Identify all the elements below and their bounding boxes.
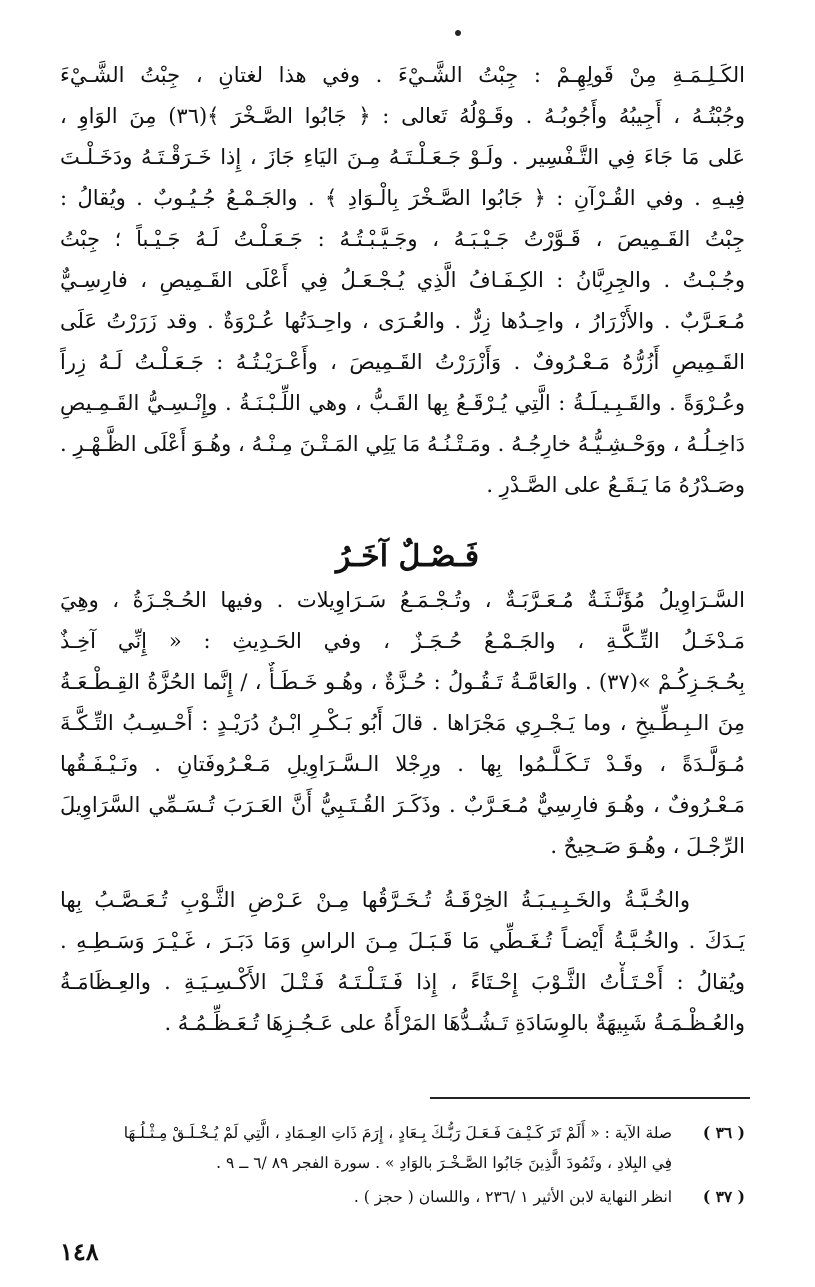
text-line: وجُبْتُـهُ ، أَجِيبُهُ وأَجُوبُـهُ . وقَـوْلُهُ تَعالى : ﴿ جَابُوا الصَّـخْرَ ﴾(٣٦) مِنَ الوَاوِ ، (60, 104, 745, 128)
footnote-text: صلة الآية : « أَلَمْ تَرَ كَـيْـفَ فَـعَـلَ رَبُّـكَ بِـعَادٍ ، إِرَمَ ذَاتِ العِـمَادِ ، الَّتِي لَمْ يُـخْـلَـقْ مِـثْـلُـهَا (123, 1124, 673, 1142)
paragraph-3 (60, 880, 745, 1044)
footnote-text: فِي البِلادِ ، وثَمُودَ الَّذِينَ جَابُوا الصَّـخْـرَ بالوَادِ » . سورة الفجر ٨٩ /٦ ــ ٩ . (216, 1154, 673, 1172)
footnote-text: انظر النهاية لابن الأثير ١ /٢٣٦ ، واللسان ( حجز ) . (353, 1188, 673, 1206)
footnote-divider (430, 1097, 750, 1099)
section-heading: فَـصْـلٌ آخَـرُ (335, 539, 480, 574)
text-line: السَّـرَاوِيلُ مُؤَنَّـثَـةٌ مُـعَـرَّبَـةٌ ، وتُـجْـمَـعُ سَـرَاوِيلات . وفيها الحُـجْـزَةُ ، وهِيَ (60, 588, 745, 612)
footnote-line (60, 1182, 745, 1212)
text-line: الكَـلِـمَـةِ مِنْ قَولِهِـمْ : جِبْتُ الشَّـيْءَ . وفي هذا لغتانِ ، جِبْتُ الشَّـيْءَ (60, 63, 745, 87)
text-line: بِحُـجَـزِكُـمْ »(٣٧) . والعَامَّـةُ تَـقُـولُ : حُـزَّةٌ ، وهُـو خَـطَـأٌ ، / إِنَّما الحُزَّةُ القِـطْـعَـةُ (60, 670, 745, 694)
footnote-number: ( ٣٧ ) (702, 1187, 745, 1206)
text-line: مُـوَلَّـدَةً ، وقَـدْ تَـكَـلَّـمُوا بِها . ورِجْلا الـسَّـرَاوِيلِ مَـعْـرُوفَتانِ . ونَـيْـفَـقُها (60, 752, 745, 776)
text-line: جِبْتُ القَـمِيصَ ، قَـوَّرْتُ جَـيْـبَـهُ ، وجَـيَّـبْـتُـهُ : جَـعَـلْـتُ لَـهُ جَـيْـباً ؛ جِبْتُ (60, 227, 745, 251)
text-line: دَاخِـلُـهُ ، ووَحْـشِـيُّـهُ خارِجُـهُ . ومَـتْـنُـهُ مَا يَلِي المَـتْـنَ مِـنْـهُ ، وهُـوَ أَعْلَى الظَّـهْـرِ . (60, 432, 745, 456)
text-line: فِيـهِ . وفي القُـرْآنِ : ﴿ جَابُوا الصَّـخْرَ بِالْـوَادِ ﴾ . والجَـمْـعُ جُـيُـوبٌ . ويُقالُ : (60, 186, 745, 210)
footnote-36 (60, 1118, 745, 1178)
text-line: القَـمِيصِ أَزُرُّهُ مَـعْـرُوفٌ . وَأَزْرَرْتُ القَـمِيصَ ، وأَعْـرَيْـتُـهُ : جَـعَـلْـتُ لَـهُ زِراً (60, 350, 745, 374)
footnote-line (60, 1148, 745, 1178)
text-line: والعُـظْـمَـةُ شَبِيهَةٌ بالوِسَادَةِ تَـشُـدُّهَا المَرْأَةُ على عَـجُـزِهَا تُـعَـظِّـمُـهُ . (164, 1011, 745, 1035)
footnote-37 (60, 1182, 745, 1212)
top-dot-mark (455, 30, 461, 36)
text-line: والخُـبَّـةُ والخَـبِـيـبَـةُ الخِرْقَـةُ تُـخَـرَّقُها مِـنْ عَـرْضِ الثَّـوْبِ تُـعَـصَّـبُ بِها (60, 888, 690, 912)
text-line: مُـعَـرَّبٌ . والأَزْرَارُ ، واحِـدُها زِرٌّ . والعُـرَى ، واحِـدَتُها عُـرْوَةٌ . وقد زَرَرْتُ عَلَى (60, 309, 745, 333)
footnote-line (60, 1118, 745, 1148)
paragraph-1 (60, 55, 745, 506)
text-line: مَـعْـرُوفٌ ، وهُـوَ فارِسِيٌّ مُـعَـرَّبٌ . وذَكَـرَ القُـتَـبِيُّ أَنَّ العَـرَبَ تُـسَـمِّي السَّرَاوِيلَ (60, 793, 745, 817)
text-line: مِنَ الـبِـطِّـيخِ ، وما يَـجْـرِي مَجْرَاها . قالَ أَبُو بَـكْـرِ ابْـنُ دُرَيْـدٍ : أَحْـسِـبُ التِّـكَّـةَ (60, 711, 745, 735)
text-line: وعُـرْوَةً . والقَـبِـيـلَـةُ : الَّتِي يُـرْقَـعُ بِها القَـبُّ ، وهي اللِّـبْـنَـةُ . وإِنْـسِـيُّ القَـمِـيصِ (60, 391, 745, 415)
text-line: وجُـبْـتُ . والجِرِبَّانُ : الكِـفَـافُ الَّذِي يُـجْـعَـلُ فِي أَعْلَى القَـمِيصِ ، فارِسِـيٌّ (60, 268, 745, 292)
text-line: يَـدَكَ . والخُـبَّـةُ أَيْضـاً تُـغَـطِّي مَا قَـبَـلَ مِـنَ الراسِ وَمَا دَبَـرَ ، غَـيْـرَ وَسَـطِـهِ . (60, 929, 745, 953)
text-line: ويُقالُ : أَحْـتَـأْتُ الثَّـوْبَ إِحْـتَاءً ، إِذا فَـتَـلْـتَـهُ فَـتْـلَ الأَكْـسِـيَـةِ . والعِـظَامَـةُ (60, 970, 745, 994)
text-line: عَلى مَا جَاءَ فِي التَّـفْسِير . ولَـوْ جَـعَـلْـتَـهُ مِـنَ اليَاءِ جَازَ ، إِذا خَـرَقْـتَـهُ ودَخَـلْـتَ (60, 145, 745, 169)
text-line: وصَـدْرُهُ مَا يَـقَـعُ على الصَّـدْرِ . (486, 473, 745, 497)
paragraph-2 (60, 580, 745, 867)
page-number: ١٤٨ (60, 1237, 99, 1266)
text-line: مَـدْخَـلُ التِّـكَّـةِ ، والجَـمْـعُ حُـجَـزٌ ، وفي الحَـدِيثِ : « إِنِّي آخِـذٌ (60, 629, 745, 653)
text-line: الرِّجْـلَ ، وهُـوَ صَـحِيحٌ . (550, 834, 745, 858)
footnote-number: ( ٣٦ ) (702, 1123, 745, 1142)
